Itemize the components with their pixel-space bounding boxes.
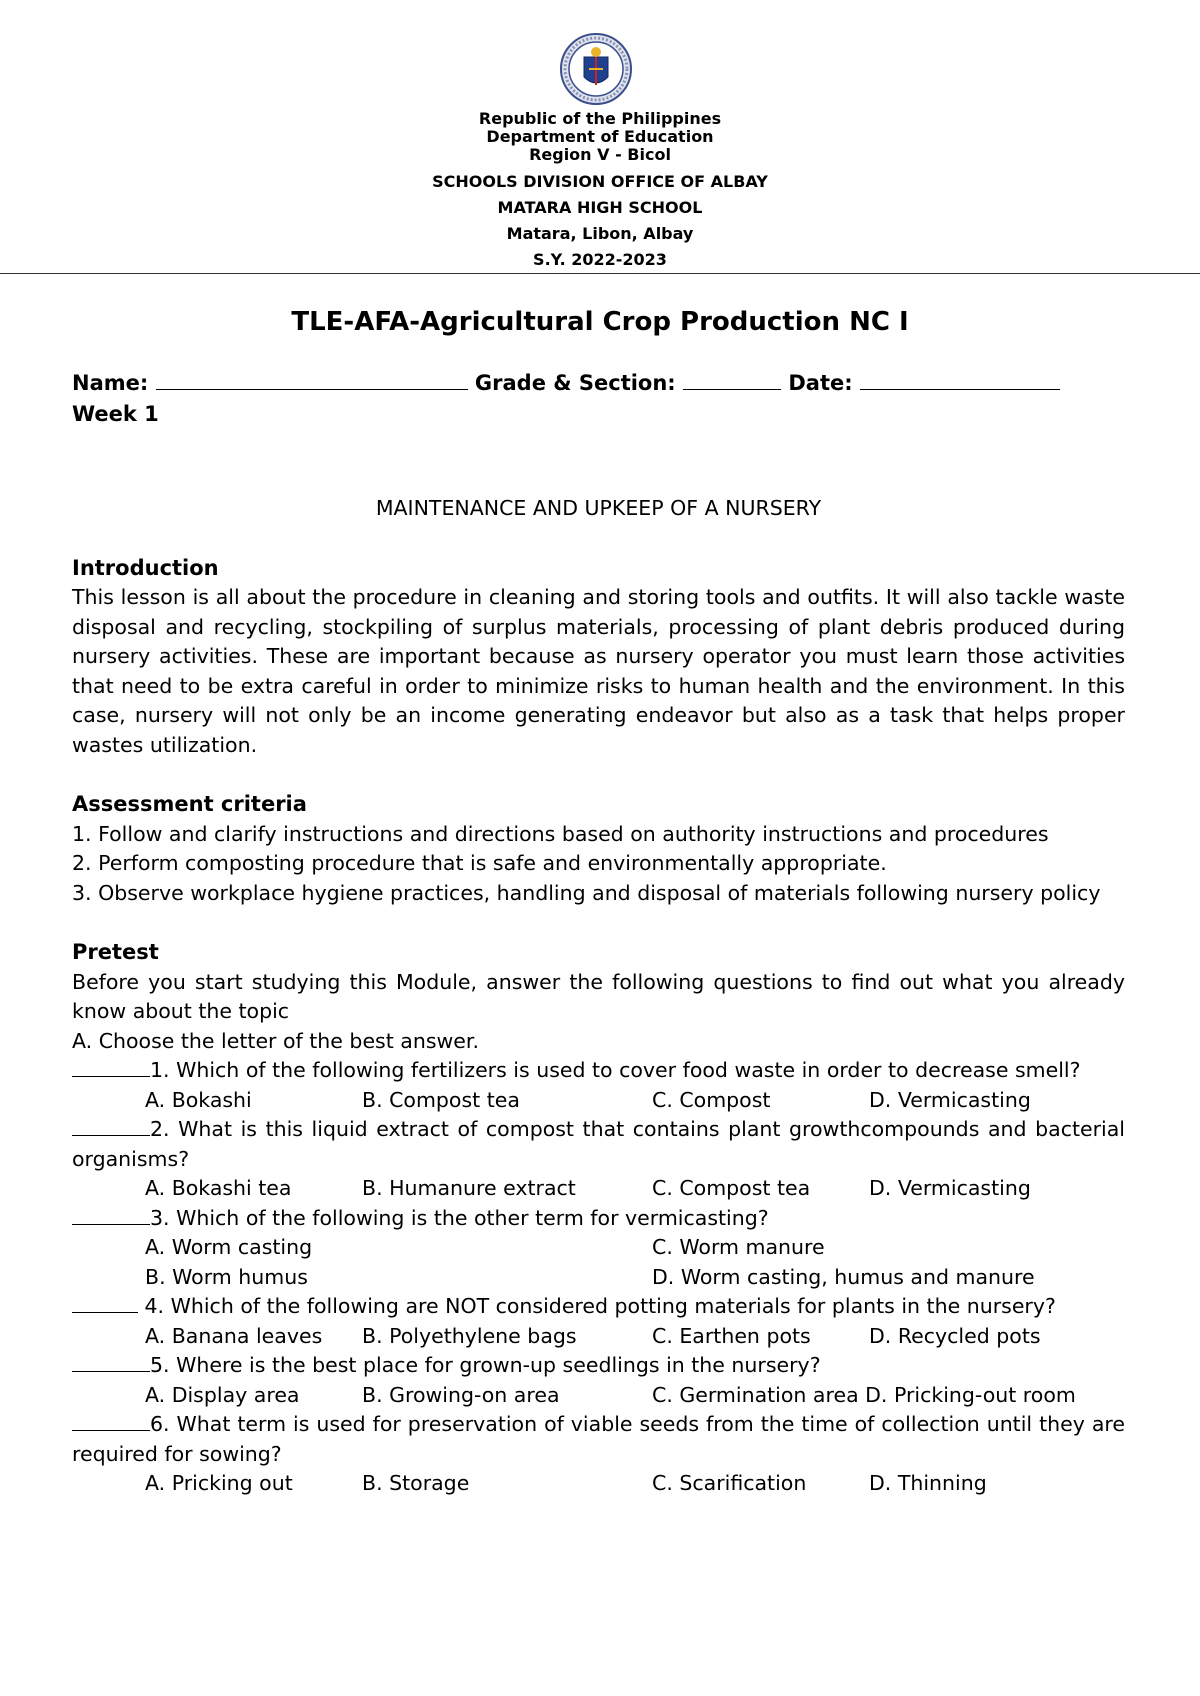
answer-blank	[72, 1056, 150, 1077]
question-2-options	[72, 1174, 1125, 1204]
option: D. Vermicasting	[869, 1087, 1031, 1112]
introduction-text: This lesson is all about the procedure in cleaning and storing tools and outfits. It will also tackle waste disposal and recycling, stockpiling of surplus materials, processing of plant debris produced during nursery activities. These are important because as nursery operator you must learn those activities that need to be extra careful in order to minimize risks to human health and the environment. In this case, nursery will not only be an income generating endeavor but also as a task that helps proper wastes utilization.	[72, 585, 1125, 757]
answer-blank	[72, 1292, 138, 1313]
question-text: 6. What term is used for preservation of viable seeds from the time of collection until they are required for sowing?	[72, 1412, 1125, 1466]
option: C. Compost	[652, 1087, 771, 1112]
lesson-title: MAINTENANCE AND UPKEEP OF A NURSERY	[375, 496, 822, 520]
grade-section-blank	[683, 368, 781, 390]
header-line-region: Region V - Bicol	[529, 145, 671, 164]
question-4	[72, 1292, 1125, 1322]
option: A. Pricking out	[145, 1471, 293, 1495]
header-line-republic: Republic of the Philippines	[478, 109, 722, 128]
question-text: 4. Which of the following are NOT considered potting materials for plants in the nursery?	[138, 1294, 1056, 1318]
question-3-options-row-2	[72, 1263, 1125, 1293]
option: B. Compost tea	[362, 1087, 520, 1112]
question-3	[72, 1204, 1125, 1234]
option: D. Thinning	[869, 1471, 987, 1495]
option: C. Compost tea	[652, 1176, 811, 1200]
question-text: 5. Where is the best place for grown-up seedlings in the nursery?	[150, 1353, 821, 1377]
option: A. Banana leaves	[145, 1323, 323, 1348]
answer-blank	[72, 1115, 150, 1136]
question-2	[72, 1115, 1125, 1174]
question-text: 1. Which of the following fertilizers is used to cover food waste in order to decrease smell?	[150, 1058, 1081, 1082]
name-blank	[156, 368, 468, 390]
deped-seal-icon	[560, 33, 632, 105]
pretest-intro: Before you start studying this Module, answer the following questions to find out what you already know about the topic	[72, 969, 1125, 1023]
question-6	[72, 1410, 1125, 1469]
date-blank	[860, 368, 1060, 390]
question-1	[72, 1056, 1125, 1086]
option: D. Recycled pots	[869, 1323, 1041, 1348]
header-line-address: Matara, Libon, Albay	[506, 224, 694, 243]
document-title: TLE-AFA-Agricultural Crop Production NC I	[291, 307, 909, 337]
header-line-school: MATARA HIGH SCHOOL	[497, 198, 703, 217]
option: B. Humanure extract	[362, 1176, 576, 1200]
question-text: 2. What is this liquid extract of compost that contains plant growthcompounds and bacterial organisms?	[72, 1117, 1125, 1171]
student-info-fields	[72, 368, 1125, 399]
option: A. Bokashi	[145, 1087, 252, 1112]
option: D. Worm casting, humus and manure	[652, 1264, 1035, 1289]
assessment-item: 2. Perform composting procedure that is safe and environmentally appropriate.	[72, 851, 887, 875]
option: B. Polyethylene bags	[362, 1323, 577, 1348]
header-line-department: Department of Education	[486, 127, 714, 146]
header-line-division: SCHOOLS DIVISION OFFICE OF ALBAY	[432, 172, 768, 191]
answer-blank	[72, 1351, 150, 1372]
date-label: Date:	[788, 371, 853, 395]
assessment-heading: Assessment criteria	[72, 792, 307, 816]
question-3-options-row-1	[72, 1233, 1125, 1263]
option: A. Worm casting	[145, 1235, 313, 1259]
question-5-options	[72, 1381, 1125, 1411]
assessment-item: 3. Observe workplace hygiene practices, handling and disposal of materials following nursery policy	[72, 880, 1101, 905]
option: B. Worm humus	[145, 1264, 308, 1289]
document-body	[72, 368, 1125, 1499]
option: C. Worm manure	[652, 1235, 825, 1259]
header-line-school-year: S.Y. 2022-2023	[533, 250, 667, 269]
header-divider	[0, 273, 1200, 274]
question-4-options	[72, 1322, 1125, 1352]
option: C. Earthen pots	[652, 1323, 811, 1348]
option: A. Display area	[145, 1382, 300, 1407]
assessment-item: 1. Follow and clarify instructions and directions based on authority instructions and procedures	[72, 821, 1049, 846]
answer-blank	[72, 1410, 150, 1431]
option: C. Scarification	[652, 1471, 807, 1495]
answer-blank	[72, 1204, 150, 1225]
pretest-heading: Pretest	[72, 940, 159, 964]
option: D. Vermicasting	[869, 1176, 1031, 1200]
option: A. Bokashi tea	[145, 1176, 292, 1200]
introduction-heading: Introduction	[72, 555, 219, 580]
option: B. Storage	[362, 1471, 470, 1495]
option: B. Growing-on area	[362, 1382, 560, 1407]
pretest-instruction: A. Choose the letter of the best answer.	[72, 1028, 479, 1053]
question-6-options	[72, 1469, 1125, 1499]
option: C. Germination area D. Pricking-out room	[652, 1382, 1076, 1407]
week-label: Week 1	[72, 402, 159, 426]
grade-section-label: Grade & Section:	[474, 371, 676, 395]
question-5	[72, 1351, 1125, 1381]
name-label: Name:	[72, 371, 149, 395]
question-text: 3. Which of the following is the other term for vermicasting?	[150, 1205, 769, 1230]
question-1-options	[72, 1086, 1125, 1116]
